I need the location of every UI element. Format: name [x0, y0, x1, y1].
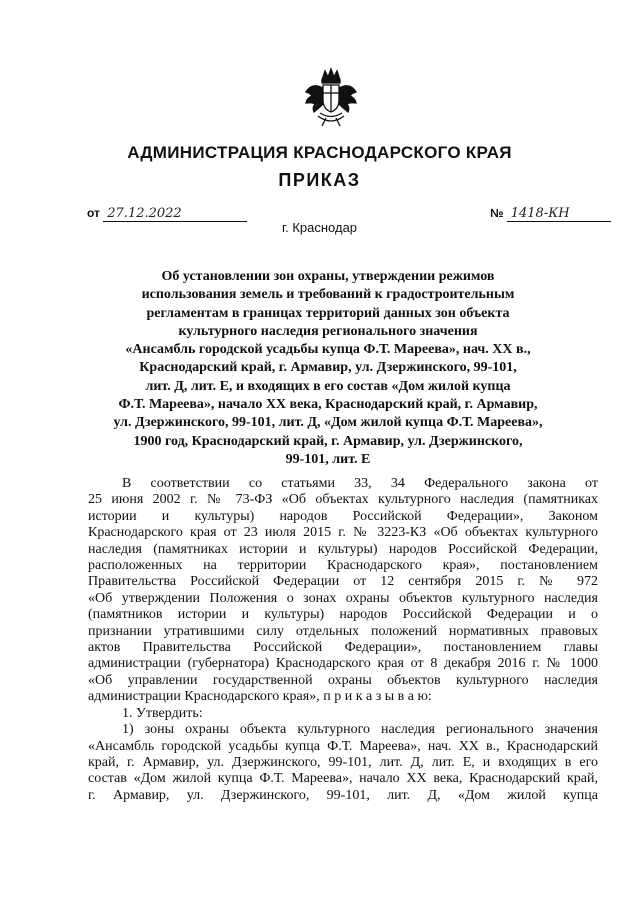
body-line: актов Правительства Российской Федерации», постановлением главы: [88, 640, 598, 656]
organization-title: АДМИНИСТРАЦИЯ КРАСНОДАРСКОГО КРАЯ: [127, 143, 512, 162]
body-line: 25 июня 2002 г. № 73-ФЗ «Об объектах культурного наследия (памятниках: [88, 492, 598, 508]
document-subject: [88, 268, 568, 469]
body-line: «Об управлении государственной охраны объектов культурного наследия: [88, 672, 598, 688]
body-line: г. Армавир, ул. Дзержинского, 99-101, лит. Д, «Дом жилой купца: [88, 787, 598, 803]
number-prefix: №: [490, 206, 504, 220]
body-line: (памятников истории и культуры) народов Российской Федерации и о: [88, 607, 598, 623]
body-line: Правительства Российской Федерации от 12 сентября 2015 г. № 972: [88, 574, 598, 590]
subject-line: использования земель и требований к градостроительным: [141, 287, 515, 303]
body-line: 1. Утвердить:: [122, 705, 203, 721]
subject-line: культурного наследия регионального значения: [178, 323, 478, 339]
subject-line: ул. Дзержинского, 99-101, лит. Д, «Дом жилой купца Ф.Т. Мареева»,: [113, 415, 543, 431]
body-line: состав «Дом жилой купца Ф.Т. Мареева», начало XX века, Краснодарский край,: [88, 771, 598, 787]
body-line: наследия (памятниках истории и культуры) народов Российской Федерации,: [88, 541, 598, 557]
subject-line: регламентам в границах территорий данных зон объекта: [146, 305, 510, 321]
subject-line: «Ансамбль городской усадьбы купца Ф.Т. Мареева», нач. XX в.,: [125, 342, 531, 358]
subject-line: лит. Д, лит. Е, и входящих в его состав «Дом жилой купца: [145, 378, 511, 394]
body-line: Краснодарского края от 23 июля 2015 г. № 3223-КЗ «Об объектах культурного: [88, 525, 598, 541]
subject-line: Об установлении зон охраны, утверждении режимов: [161, 269, 495, 284]
date-prefix: от: [87, 206, 100, 220]
city-line: г. Краснодар: [281, 220, 358, 235]
date-handwritten-value: 27.12.2022: [103, 207, 247, 222]
body-line: администрации (губернатора) Краснодарского края от 8 декабря 2016 г. № 1000: [88, 656, 598, 672]
body-line: расположенных на территории Краснодарского края», постановлением: [88, 558, 598, 574]
body-line: край, г. Армавир, ул. Дзержинского, 99-101, лит. Д, лит. Е, и входящих в его: [88, 754, 598, 770]
body-line: признании утратившими силу отдельных положений нормативных правовых: [88, 623, 598, 639]
subject-line: 1900 год, Краснодарский край, г. Армавир, ул. Дзержинского,: [133, 433, 523, 449]
body-line: администрации Краснодарского края», п р и к а з ы в а ю:: [88, 689, 432, 705]
document-body: [88, 476, 598, 804]
number-handwritten-value: 1418-КН: [507, 207, 611, 222]
body-line: «Ансамбль городской усадьбы купца Ф.Т. Мареева», нач. XX в., Краснодарский: [88, 738, 598, 754]
subject-line: Ф.Т. Мареева», начало XX века, Краснодарский край, г. Армавир,: [118, 397, 538, 413]
body-line: истории и культуры) народов Российской Федерации», Законом: [88, 508, 598, 524]
subject-line: Краснодарский край, г. Армавир, ул. Дзержинского, 99-101,: [139, 360, 517, 376]
document-type-title: ПРИКАЗ: [278, 170, 361, 190]
body-line: В соответствии со статьями 33, 34 Федерального закона от: [122, 476, 598, 491]
body-line: «Об утверждении Положения о зонах охраны объектов культурного наследия: [88, 590, 598, 606]
coat-of-arms-icon: [300, 66, 362, 128]
subject-line: 99-101, лит. Е: [285, 451, 371, 467]
body-line: 1) зоны охраны объекта культурного наследия регионального значения: [122, 722, 598, 738]
